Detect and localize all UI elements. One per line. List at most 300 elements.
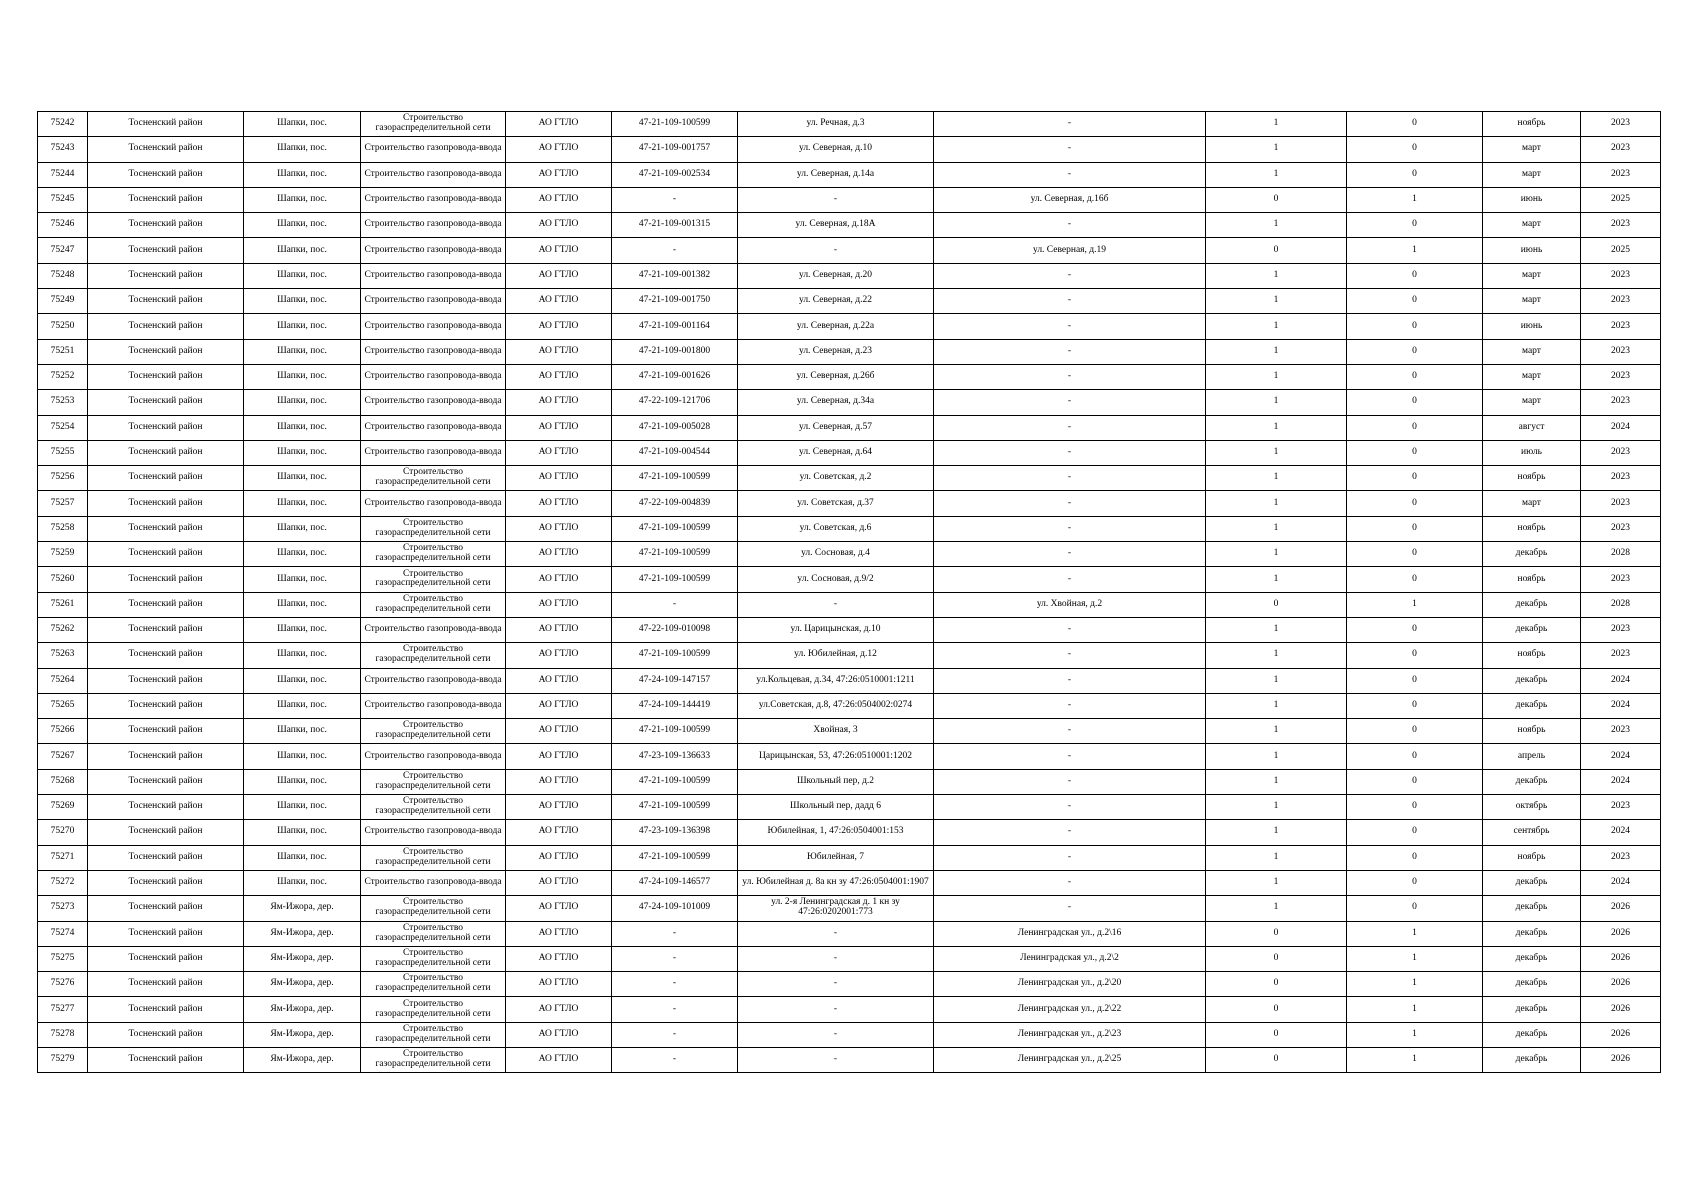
cell-permit-number: 47-21-109-100599: [612, 542, 738, 567]
cell-flag-b: 0: [1347, 870, 1483, 895]
cell-record-id: 75242: [38, 112, 88, 137]
table-row: [38, 567, 1661, 592]
cell-planned-address: Ленинградская ул., д.2\16: [934, 921, 1206, 946]
cell-organization: АО ГТЛО: [506, 870, 612, 895]
cell-month: ноябрь: [1483, 567, 1581, 592]
cell-district: Тосненский район: [88, 238, 244, 263]
cell-permit-number: 47-21-109-100599: [612, 516, 738, 541]
cell-district: Тосненский район: [88, 491, 244, 516]
table-row: [38, 263, 1661, 288]
cell-flag-b: 0: [1347, 137, 1483, 162]
cell-year: 2023: [1581, 440, 1661, 465]
cell-record-id: 75259: [38, 542, 88, 567]
cell-settlement: Ям-Ижора, дер.: [244, 921, 361, 946]
cell-flag-b: 0: [1347, 567, 1483, 592]
cell-record-id: 75272: [38, 870, 88, 895]
cell-planned-address: -: [934, 466, 1206, 491]
cell-year: 2026: [1581, 896, 1661, 921]
cell-settlement: Шапки, пос.: [244, 289, 361, 314]
cell-year: 2023: [1581, 314, 1661, 339]
cell-permit-number: -: [612, 946, 738, 971]
cell-planned-address: -: [934, 668, 1206, 693]
cell-year: 2023: [1581, 137, 1661, 162]
cell-flag-a: 1: [1206, 820, 1347, 845]
cell-address: -: [738, 921, 934, 946]
cell-permit-number: 47-21-109-001757: [612, 137, 738, 162]
cell-address: ул. Речная, д.3: [738, 112, 934, 137]
table-row: [38, 466, 1661, 491]
cell-work-type: Строительство газопровода-ввода: [361, 390, 506, 415]
cell-work-type: Строительство газораспределительной сети: [361, 972, 506, 997]
cell-year: 2024: [1581, 668, 1661, 693]
cell-work-type: Строительство газораспределительной сети: [361, 1047, 506, 1072]
cell-flag-b: 0: [1347, 719, 1483, 744]
cell-year: 2026: [1581, 946, 1661, 971]
cell-address: ул. Северная, д.57: [738, 415, 934, 440]
cell-address: -: [738, 946, 934, 971]
cell-flag-b: 0: [1347, 693, 1483, 718]
cell-organization: АО ГТЛО: [506, 187, 612, 212]
cell-year: 2026: [1581, 1022, 1661, 1047]
cell-permit-number: 47-21-109-001164: [612, 314, 738, 339]
cell-permit-number: 47-21-109-100599: [612, 719, 738, 744]
cell-organization: АО ГТЛО: [506, 466, 612, 491]
cell-planned-address: -: [934, 744, 1206, 769]
table-row: [38, 162, 1661, 187]
cell-work-type: Строительство газораспределительной сети: [361, 845, 506, 870]
cell-district: Тосненский район: [88, 137, 244, 162]
table-row: [38, 946, 1661, 971]
cell-planned-address: -: [934, 617, 1206, 642]
cell-settlement: Ям-Ижора, дер.: [244, 896, 361, 921]
cell-year: 2023: [1581, 795, 1661, 820]
cell-district: Тосненский район: [88, 112, 244, 137]
cell-record-id: 75277: [38, 997, 88, 1022]
cell-flag-b: 0: [1347, 668, 1483, 693]
cell-planned-address: ул. Северная, д.19: [934, 238, 1206, 263]
data-table: [37, 111, 1661, 1073]
cell-year: 2023: [1581, 213, 1661, 238]
cell-organization: АО ГТЛО: [506, 213, 612, 238]
cell-permit-number: -: [612, 921, 738, 946]
cell-district: Тосненский район: [88, 668, 244, 693]
cell-district: Тосненский район: [88, 516, 244, 541]
cell-work-type: Строительство газопровода-ввода: [361, 213, 506, 238]
cell-permit-number: 47-21-109-100599: [612, 112, 738, 137]
cell-permit-number: -: [612, 238, 738, 263]
cell-planned-address: ул. Северная, д.16б: [934, 187, 1206, 212]
cell-district: Тосненский район: [88, 187, 244, 212]
cell-year: 2023: [1581, 516, 1661, 541]
cell-flag-a: 0: [1206, 592, 1347, 617]
cell-work-type: Строительство газопровода-ввода: [361, 744, 506, 769]
cell-planned-address: -: [934, 390, 1206, 415]
cell-work-type: Строительство газопровода-ввода: [361, 820, 506, 845]
cell-settlement: Шапки, пос.: [244, 466, 361, 491]
cell-work-type: Строительство газораспределительной сети: [361, 769, 506, 794]
cell-flag-a: 1: [1206, 263, 1347, 288]
cell-flag-a: 1: [1206, 466, 1347, 491]
cell-flag-b: 0: [1347, 364, 1483, 389]
cell-work-type: Строительство газораспределительной сети: [361, 795, 506, 820]
cell-flag-b: 0: [1347, 896, 1483, 921]
cell-district: Тосненский район: [88, 946, 244, 971]
cell-permit-number: 47-24-109-144419: [612, 693, 738, 718]
cell-flag-b: 0: [1347, 314, 1483, 339]
cell-work-type: Строительство газораспределительной сети: [361, 112, 506, 137]
cell-year: 2024: [1581, 769, 1661, 794]
cell-district: Тосненский район: [88, 1022, 244, 1047]
table-row: [38, 643, 1661, 668]
cell-year: 2024: [1581, 870, 1661, 895]
table-row: [38, 719, 1661, 744]
cell-flag-b: 0: [1347, 542, 1483, 567]
cell-address: ул. Северная, д.64: [738, 440, 934, 465]
cell-organization: АО ГТЛО: [506, 314, 612, 339]
table-row: [38, 440, 1661, 465]
cell-month: октябрь: [1483, 795, 1581, 820]
cell-planned-address: -: [934, 542, 1206, 567]
table-row: [38, 289, 1661, 314]
cell-flag-b: 1: [1347, 1022, 1483, 1047]
cell-month: декабрь: [1483, 921, 1581, 946]
cell-permit-number: 47-24-109-146577: [612, 870, 738, 895]
cell-year: 2023: [1581, 162, 1661, 187]
cell-flag-a: 1: [1206, 491, 1347, 516]
cell-year: 2026: [1581, 1047, 1661, 1072]
cell-settlement: Шапки, пос.: [244, 643, 361, 668]
cell-flag-a: 0: [1206, 997, 1347, 1022]
cell-organization: АО ГТЛО: [506, 339, 612, 364]
cell-district: Тосненский район: [88, 769, 244, 794]
cell-district: Тосненский район: [88, 364, 244, 389]
cell-permit-number: 47-21-109-100599: [612, 643, 738, 668]
cell-work-type: Строительство газопровода-ввода: [361, 668, 506, 693]
cell-flag-a: 1: [1206, 314, 1347, 339]
cell-address: ул. Советская, д.37: [738, 491, 934, 516]
cell-planned-address: Ленинградская ул., д.2\23: [934, 1022, 1206, 1047]
cell-address: ул. Северная, д.23: [738, 339, 934, 364]
cell-work-type: Строительство газораспределительной сети: [361, 997, 506, 1022]
cell-settlement: Шапки, пос.: [244, 795, 361, 820]
cell-record-id: 75252: [38, 364, 88, 389]
cell-address: Школьный пер, дадд 6: [738, 795, 934, 820]
cell-year: 2026: [1581, 921, 1661, 946]
cell-permit-number: 47-23-109-136398: [612, 820, 738, 845]
cell-record-id: 75257: [38, 491, 88, 516]
cell-organization: АО ГТЛО: [506, 820, 612, 845]
cell-settlement: Шапки, пос.: [244, 339, 361, 364]
cell-settlement: Ям-Ижора, дер.: [244, 1022, 361, 1047]
cell-flag-b: 0: [1347, 162, 1483, 187]
cell-flag-b: 0: [1347, 466, 1483, 491]
cell-month: ноябрь: [1483, 845, 1581, 870]
cell-district: Тосненский район: [88, 592, 244, 617]
cell-work-type: Строительство газопровода-ввода: [361, 440, 506, 465]
cell-flag-a: 1: [1206, 364, 1347, 389]
cell-record-id: 75244: [38, 162, 88, 187]
cell-planned-address: -: [934, 162, 1206, 187]
cell-flag-b: 1: [1347, 946, 1483, 971]
cell-settlement: Шапки, пос.: [244, 744, 361, 769]
cell-settlement: Шапки, пос.: [244, 719, 361, 744]
cell-settlement: Шапки, пос.: [244, 390, 361, 415]
cell-work-type: Строительство газораспределительной сети: [361, 516, 506, 541]
cell-planned-address: Ленинградская ул., д.2\20: [934, 972, 1206, 997]
cell-year: 2024: [1581, 744, 1661, 769]
cell-permit-number: 47-23-109-136633: [612, 744, 738, 769]
cell-flag-b: 1: [1347, 1047, 1483, 1072]
cell-flag-a: 1: [1206, 390, 1347, 415]
cell-month: декабрь: [1483, 972, 1581, 997]
cell-district: Тосненский район: [88, 643, 244, 668]
cell-address: -: [738, 1047, 934, 1072]
cell-work-type: Строительство газопровода-ввода: [361, 162, 506, 187]
cell-address: ул. Советская, д.6: [738, 516, 934, 541]
cell-flag-b: 0: [1347, 213, 1483, 238]
cell-flag-b: 1: [1347, 921, 1483, 946]
cell-record-id: 75243: [38, 137, 88, 162]
cell-flag-b: 0: [1347, 440, 1483, 465]
cell-work-type: Строительство газопровода-ввода: [361, 263, 506, 288]
cell-year: 2023: [1581, 263, 1661, 288]
cell-flag-b: 0: [1347, 516, 1483, 541]
cell-district: Тосненский район: [88, 972, 244, 997]
cell-permit-number: 47-24-109-101009: [612, 896, 738, 921]
cell-address: ул. Северная, д.22: [738, 289, 934, 314]
cell-planned-address: -: [934, 693, 1206, 718]
cell-record-id: 75261: [38, 592, 88, 617]
table-row: [38, 1047, 1661, 1072]
cell-flag-a: 1: [1206, 567, 1347, 592]
cell-permit-number: 47-21-109-002534: [612, 162, 738, 187]
cell-organization: АО ГТЛО: [506, 643, 612, 668]
cell-settlement: Шапки, пос.: [244, 567, 361, 592]
cell-organization: АО ГТЛО: [506, 137, 612, 162]
cell-settlement: Шапки, пос.: [244, 668, 361, 693]
cell-district: Тосненский район: [88, 213, 244, 238]
cell-flag-a: 0: [1206, 921, 1347, 946]
cell-month: июль: [1483, 440, 1581, 465]
cell-address: ул. Северная, д.10: [738, 137, 934, 162]
cell-planned-address: Ленинградская ул., д.2\25: [934, 1047, 1206, 1072]
cell-planned-address: -: [934, 137, 1206, 162]
cell-organization: АО ГТЛО: [506, 516, 612, 541]
cell-flag-b: 1: [1347, 187, 1483, 212]
cell-organization: АО ГТЛО: [506, 364, 612, 389]
cell-month: сентябрь: [1483, 820, 1581, 845]
cell-permit-number: 47-21-109-100599: [612, 769, 738, 794]
cell-planned-address: -: [934, 870, 1206, 895]
cell-planned-address: -: [934, 769, 1206, 794]
cell-record-id: 75273: [38, 896, 88, 921]
table-row: [38, 795, 1661, 820]
cell-year: 2023: [1581, 491, 1661, 516]
cell-month: апрель: [1483, 744, 1581, 769]
cell-month: март: [1483, 263, 1581, 288]
cell-organization: АО ГТЛО: [506, 263, 612, 288]
cell-address: ул.Советская, д.8, 47:26:0504002:0274: [738, 693, 934, 718]
cell-organization: АО ГТЛО: [506, 112, 612, 137]
cell-permit-number: 47-21-109-001382: [612, 263, 738, 288]
cell-settlement: Шапки, пос.: [244, 491, 361, 516]
cell-organization: АО ГТЛО: [506, 542, 612, 567]
cell-district: Тосненский район: [88, 339, 244, 364]
cell-flag-b: 0: [1347, 112, 1483, 137]
cell-work-type: Строительство газораспределительной сети: [361, 946, 506, 971]
cell-district: Тосненский район: [88, 845, 244, 870]
cell-record-id: 75256: [38, 466, 88, 491]
cell-flag-b: 0: [1347, 769, 1483, 794]
cell-organization: АО ГТЛО: [506, 289, 612, 314]
cell-settlement: Шапки, пос.: [244, 845, 361, 870]
cell-month: декабрь: [1483, 997, 1581, 1022]
cell-district: Тосненский район: [88, 390, 244, 415]
cell-district: Тосненский район: [88, 415, 244, 440]
cell-address: ул. Сосновая, д.4: [738, 542, 934, 567]
cell-flag-b: 0: [1347, 491, 1483, 516]
cell-month: март: [1483, 491, 1581, 516]
cell-permit-number: 47-21-109-100599: [612, 795, 738, 820]
cell-district: Тосненский район: [88, 997, 244, 1022]
cell-year: 2023: [1581, 289, 1661, 314]
cell-organization: АО ГТЛО: [506, 668, 612, 693]
cell-month: декабрь: [1483, 1047, 1581, 1072]
cell-address: ул. Сосновая, д.9/2: [738, 567, 934, 592]
cell-planned-address: -: [934, 440, 1206, 465]
cell-district: Тосненский район: [88, 870, 244, 895]
cell-month: декабрь: [1483, 542, 1581, 567]
cell-year: 2026: [1581, 972, 1661, 997]
cell-permit-number: 47-21-109-001315: [612, 213, 738, 238]
cell-month: ноябрь: [1483, 643, 1581, 668]
cell-planned-address: -: [934, 845, 1206, 870]
cell-district: Тосненский район: [88, 1047, 244, 1072]
table-row: [38, 339, 1661, 364]
cell-address: Школьный пер, д.2: [738, 769, 934, 794]
table-row: [38, 896, 1661, 921]
cell-address: -: [738, 972, 934, 997]
cell-organization: АО ГТЛО: [506, 440, 612, 465]
cell-address: ул. Царицынская, д.10: [738, 617, 934, 642]
cell-work-type: Строительство газопровода-ввода: [361, 238, 506, 263]
cell-organization: АО ГТЛО: [506, 896, 612, 921]
cell-settlement: Ям-Ижора, дер.: [244, 997, 361, 1022]
cell-month: март: [1483, 339, 1581, 364]
cell-flag-a: 1: [1206, 795, 1347, 820]
table-body: [38, 112, 1661, 1073]
cell-work-type: Строительство газопровода-ввода: [361, 415, 506, 440]
cell-settlement: Шапки, пос.: [244, 112, 361, 137]
cell-permit-number: -: [612, 1047, 738, 1072]
cell-flag-a: 1: [1206, 870, 1347, 895]
cell-month: декабрь: [1483, 592, 1581, 617]
cell-year: 2023: [1581, 390, 1661, 415]
cell-settlement: Шапки, пос.: [244, 187, 361, 212]
cell-flag-a: 0: [1206, 187, 1347, 212]
cell-record-id: 75262: [38, 617, 88, 642]
cell-flag-a: 1: [1206, 339, 1347, 364]
cell-flag-b: 0: [1347, 390, 1483, 415]
cell-month: ноябрь: [1483, 719, 1581, 744]
cell-organization: АО ГТЛО: [506, 238, 612, 263]
cell-flag-a: 1: [1206, 643, 1347, 668]
cell-flag-b: 0: [1347, 744, 1483, 769]
cell-flag-b: 0: [1347, 845, 1483, 870]
cell-address: -: [738, 1022, 934, 1047]
cell-flag-a: 1: [1206, 668, 1347, 693]
cell-record-id: 75260: [38, 567, 88, 592]
cell-settlement: Шапки, пос.: [244, 440, 361, 465]
cell-planned-address: -: [934, 896, 1206, 921]
table-row: [38, 314, 1661, 339]
cell-district: Тосненский район: [88, 466, 244, 491]
cell-planned-address: -: [934, 213, 1206, 238]
cell-district: Тосненский район: [88, 795, 244, 820]
table-row: [38, 390, 1661, 415]
cell-organization: АО ГТЛО: [506, 592, 612, 617]
cell-permit-number: 47-21-109-100599: [612, 466, 738, 491]
table-row: [38, 668, 1661, 693]
cell-record-id: 75278: [38, 1022, 88, 1047]
cell-district: Тосненский район: [88, 289, 244, 314]
cell-planned-address: -: [934, 567, 1206, 592]
cell-year: 2024: [1581, 820, 1661, 845]
cell-organization: АО ГТЛО: [506, 845, 612, 870]
cell-flag-a: 1: [1206, 617, 1347, 642]
cell-organization: АО ГТЛО: [506, 997, 612, 1022]
cell-district: Тосненский район: [88, 263, 244, 288]
cell-settlement: Шапки, пос.: [244, 516, 361, 541]
cell-record-id: 75269: [38, 795, 88, 820]
cell-district: Тосненский район: [88, 162, 244, 187]
table-row: [38, 870, 1661, 895]
cell-year: 2023: [1581, 364, 1661, 389]
cell-permit-number: 47-24-109-147157: [612, 668, 738, 693]
cell-record-id: 75250: [38, 314, 88, 339]
cell-district: Тосненский район: [88, 542, 244, 567]
cell-flag-b: 0: [1347, 339, 1483, 364]
cell-permit-number: -: [612, 592, 738, 617]
cell-flag-a: 1: [1206, 744, 1347, 769]
cell-month: декабрь: [1483, 870, 1581, 895]
cell-flag-a: 1: [1206, 415, 1347, 440]
cell-planned-address: Ленинградская ул., д.2\2: [934, 946, 1206, 971]
table-row: [38, 997, 1661, 1022]
cell-month: ноябрь: [1483, 112, 1581, 137]
cell-month: декабрь: [1483, 1022, 1581, 1047]
cell-flag-a: 1: [1206, 440, 1347, 465]
table-row: [38, 187, 1661, 212]
cell-address: ул. Северная, д.18А: [738, 213, 934, 238]
cell-year: 2023: [1581, 617, 1661, 642]
cell-permit-number: 47-22-109-121706: [612, 390, 738, 415]
cell-work-type: Строительство газопровода-ввода: [361, 314, 506, 339]
cell-settlement: Шапки, пос.: [244, 314, 361, 339]
cell-permit-number: 47-22-109-010098: [612, 617, 738, 642]
table-row: [38, 845, 1661, 870]
cell-address: ул. Советская, д.2: [738, 466, 934, 491]
cell-work-type: Строительство газораспределительной сети: [361, 896, 506, 921]
cell-organization: АО ГТЛО: [506, 921, 612, 946]
cell-settlement: Ям-Ижора, дер.: [244, 1047, 361, 1072]
cell-address: Юбилейная, 1, 47:26:0504001:153: [738, 820, 934, 845]
table-row: [38, 112, 1661, 137]
cell-district: Тосненский район: [88, 744, 244, 769]
cell-flag-a: 1: [1206, 112, 1347, 137]
cell-record-id: 75247: [38, 238, 88, 263]
cell-settlement: Шапки, пос.: [244, 870, 361, 895]
